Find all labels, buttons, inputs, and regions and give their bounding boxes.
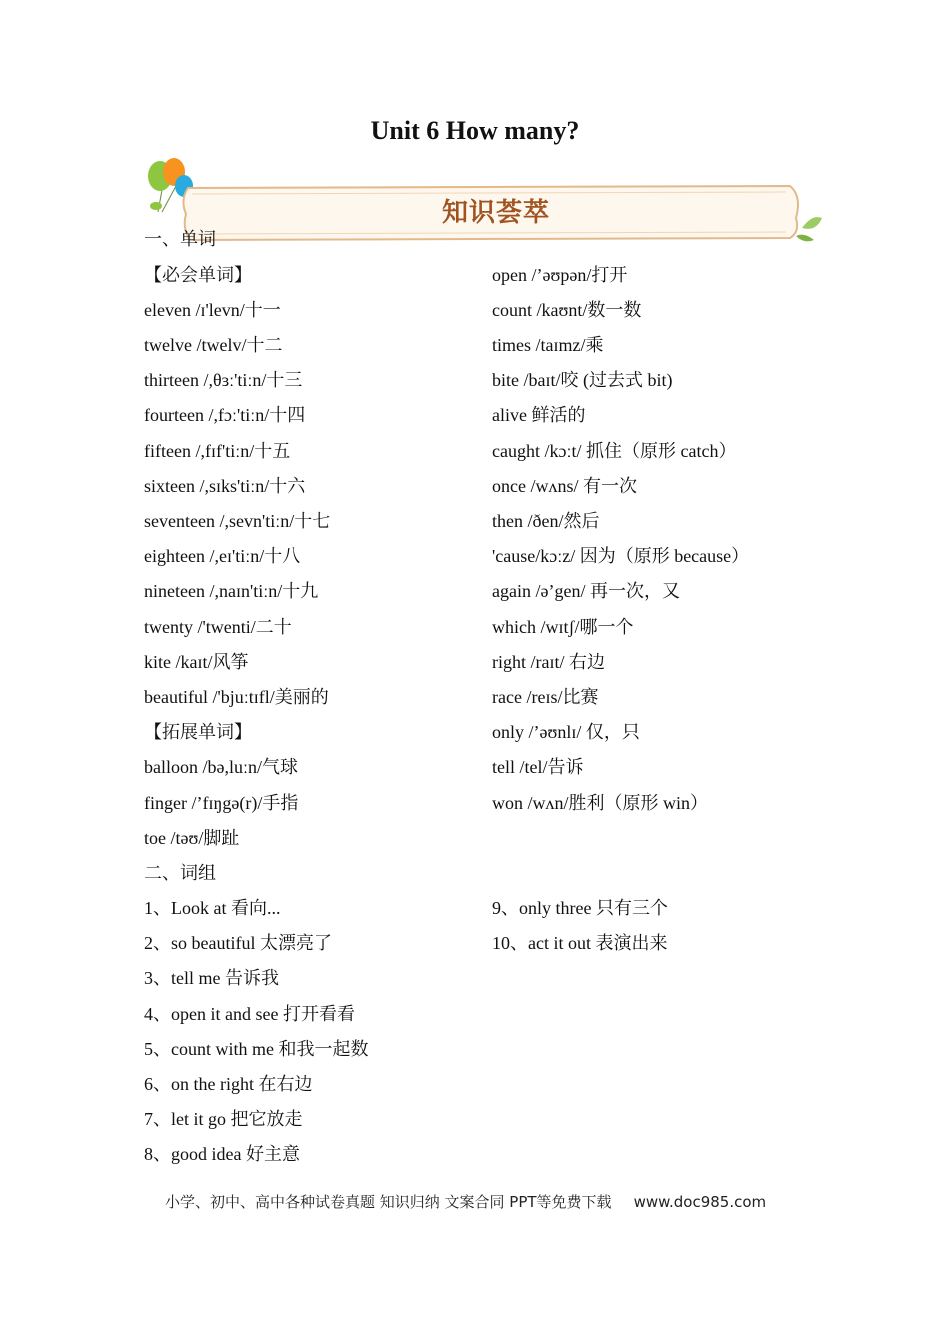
word-item: kite /kaɪt/风筝 bbox=[144, 652, 249, 672]
word-item: once /wʌns/ 有一次 bbox=[492, 476, 637, 496]
word-item: count /kaʊnt/数一数 bbox=[492, 300, 642, 320]
phrase-item: 10、act it out 表演出来 bbox=[492, 933, 668, 953]
word-item: won /wʌn/胜利（原形 win） bbox=[492, 793, 708, 813]
word-item: balloon /bə,luːn/气球 bbox=[144, 757, 298, 777]
section-heading-words: 一、单词 bbox=[144, 229, 216, 249]
footer-text: 小学、初中、高中各种试卷真题 知识归纳 文案合同 PPT等免费下载 bbox=[165, 1193, 612, 1211]
page-footer bbox=[165, 1191, 766, 1212]
phrase-item: 5、count with me 和我一起数 bbox=[144, 1039, 369, 1059]
footer-url-link[interactable]: www.doc985.com bbox=[633, 1193, 767, 1211]
phrase-item: 4、open it and see 打开看看 bbox=[144, 1004, 355, 1024]
word-item: right /raɪt/ 右边 bbox=[492, 652, 605, 672]
word-item: caught /kɔːt/ 抓住（原形 catch） bbox=[492, 441, 737, 461]
word-item: eleven /ɪ'levn/十一 bbox=[144, 300, 281, 320]
word-item: fourteen /,fɔː'tiːn/十四 bbox=[144, 405, 306, 425]
banner-label: 知识荟萃 bbox=[442, 198, 551, 228]
word-item: fifteen /,fɪf'tiːn/十五 bbox=[144, 441, 291, 461]
word-item: 'cause/kɔːz/ 因为（原形 because） bbox=[492, 546, 750, 566]
word-item: 【必会单词】 bbox=[144, 265, 252, 285]
word-item: only /’əʊnlɪ/ 仅，只 bbox=[492, 722, 640, 742]
word-item: race /reɪs/比赛 bbox=[492, 687, 599, 707]
phrase-item: 2、so beautiful 太漂亮了 bbox=[144, 933, 332, 953]
word-item: alive 鲜活的 bbox=[492, 405, 586, 425]
word-item: thirteen /,θɜː'tiːn/十三 bbox=[144, 370, 303, 390]
word-item: again /ə’gen/ 再一次，又 bbox=[492, 581, 680, 601]
phrase-item: 7、let it go 把它放走 bbox=[144, 1109, 303, 1129]
word-item: toe /təʊ/脚趾 bbox=[144, 828, 240, 848]
word-item: 【拓展单词】 bbox=[144, 722, 252, 742]
word-item: twelve /twelv/十二 bbox=[144, 335, 283, 355]
word-item: finger /’fɪŋgə(r)/手指 bbox=[144, 793, 299, 813]
word-item: then /ðen/然后 bbox=[492, 511, 600, 531]
word-item: twenty /'twenti/二十 bbox=[144, 617, 292, 637]
word-item: sixteen /,sɪks'tiːn/十六 bbox=[144, 476, 306, 496]
phrase-item: 1、Look at 看向... bbox=[144, 898, 281, 918]
word-item: nineteen /,naɪn'tiːn/十九 bbox=[144, 581, 319, 601]
word-item: which /wɪtʃ/哪一个 bbox=[492, 617, 634, 637]
page-title: Unit 6 How many? bbox=[370, 116, 580, 145]
phrase-item: 8、good idea 好主意 bbox=[144, 1144, 300, 1164]
word-item: eighteen /,eɪ'tiːn/十八 bbox=[144, 546, 301, 566]
phrase-item: 9、only three 只有三个 bbox=[492, 898, 668, 918]
word-item: tell /tel/告诉 bbox=[492, 757, 584, 777]
word-item: bite /baɪt/咬 (过去式 bit) bbox=[492, 370, 673, 390]
phrase-item: 3、tell me 告诉我 bbox=[144, 968, 279, 988]
word-item: beautiful /'bjuːtɪfl/美丽的 bbox=[144, 687, 329, 707]
word-item: seventeen /,sevn'tiːn/十七 bbox=[144, 511, 331, 531]
section-heading-phrases: 二、词组 bbox=[144, 863, 216, 883]
phrase-item: 6、on the right 在右边 bbox=[144, 1074, 313, 1094]
word-item: open /’əʊpən/打开 bbox=[492, 265, 628, 285]
word-item: times /taɪmz/乘 bbox=[492, 335, 604, 355]
